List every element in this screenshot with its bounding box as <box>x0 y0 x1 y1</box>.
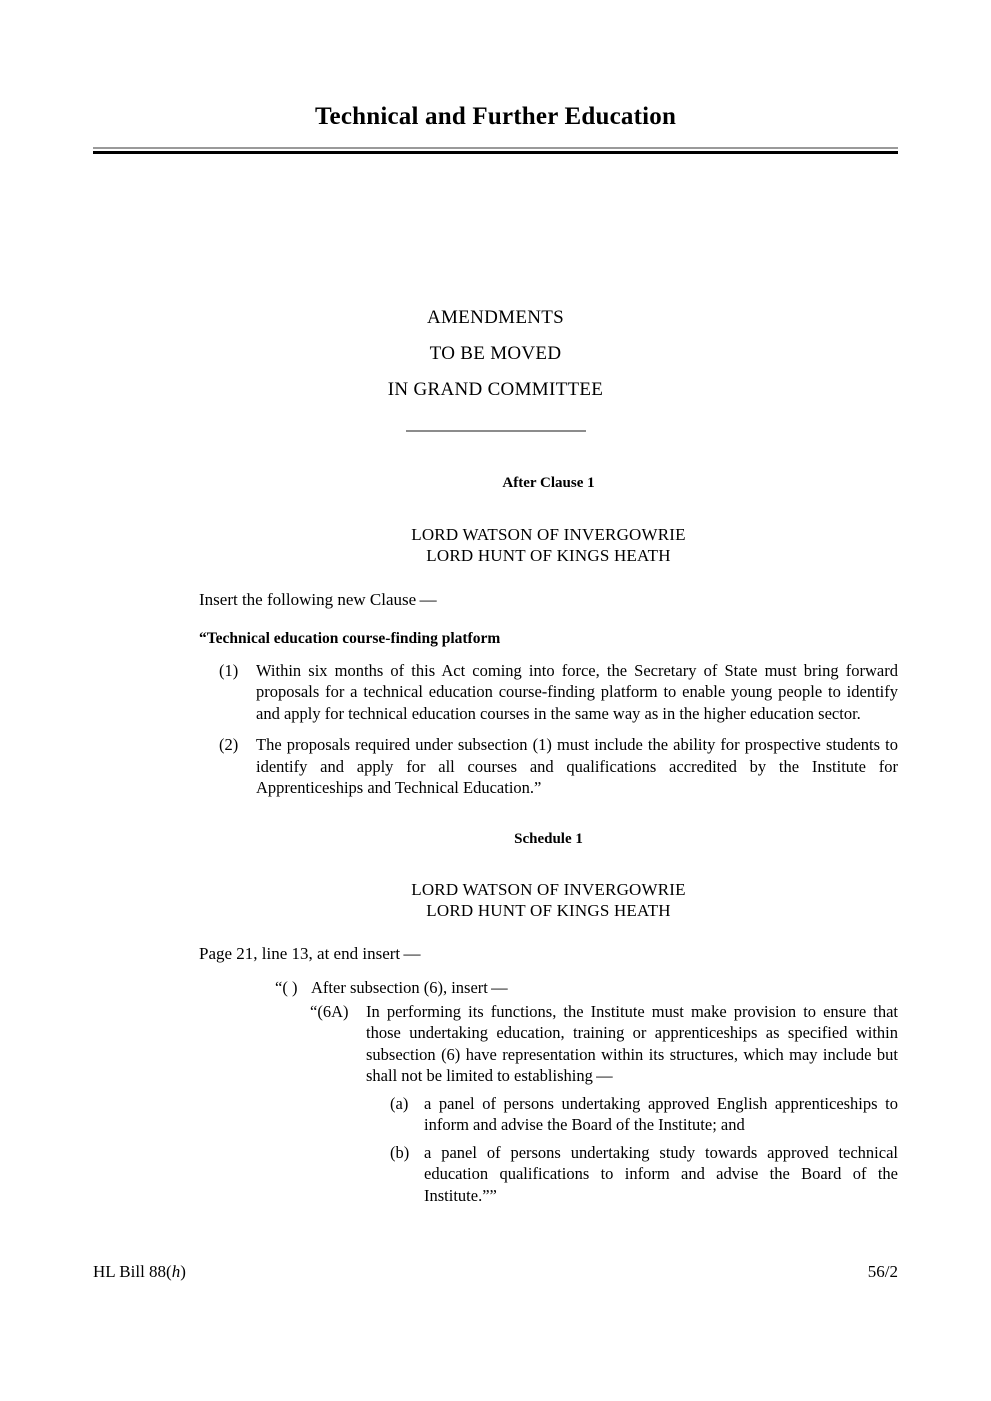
bill-reference-suffix: ) <box>180 1262 186 1281</box>
section-heading-after-clause-1: After Clause 1 <box>502 475 595 491</box>
subsection-6a-marker: “(6A) <box>310 1001 349 1021</box>
sponsors-schedule <box>199 879 898 921</box>
heading-line-in-grand-committee: IN GRAND COMMITTEE <box>387 379 604 400</box>
paragraph-text: a panel of persons undertaking study towards approved technical education qualifications to inform and advise the Board of the Institute.”” <box>424 1142 898 1205</box>
heading-line-amendments: AMENDMENTS <box>426 307 565 328</box>
heading-divider-rule <box>406 430 586 432</box>
subsection-6a-text: In performing its functions, the Institute must make provision to ensure that those undertaking education, training or apprenticeships as specified within subsection (6) have representation within its structures, which may include but shall not be limited to establishing — <box>366 1001 898 1085</box>
masthead-rule <box>93 147 898 154</box>
page-number: 56/2 <box>867 1262 898 1281</box>
page-line-reference: Page 21, line 13, at end insert — <box>199 944 421 963</box>
heading-divider <box>93 430 898 432</box>
paragraph-b <box>199 1142 898 1207</box>
new-clause-title: “Technical education course-finding platform <box>199 629 501 647</box>
subsection-text: Within six months of this Act coming into force, the Secretary of State must bring forward proposals for a technical education course-finding platform to enable young people to identify and apply for technical education courses in the same way as in the higher education sector. <box>256 660 898 723</box>
paragraph-marker: (a) <box>390 1093 409 1113</box>
paragraph-text: a panel of persons undertaking approved English apprenticeships to inform and advise the Board of the Institute; and <box>424 1093 898 1134</box>
schedule-section <box>199 830 898 1207</box>
insert-instruction: Insert the following new Clause — <box>199 589 437 609</box>
subsection-1 <box>199 660 898 725</box>
page-title: Technical and Further Education <box>314 103 677 130</box>
insert-item-marker: “( ) <box>275 978 298 997</box>
sponsor-name: LORD WATSON OF INVERGOWRIE <box>411 524 686 544</box>
sponsor-name: LORD WATSON OF INVERGOWRIE <box>411 880 686 899</box>
sponsor-name: LORD HUNT OF KINGS HEATH <box>426 545 671 565</box>
page-footer <box>93 1262 898 1282</box>
subsection-6a <box>199 1001 898 1087</box>
bill-reference-prefix: HL Bill 88( <box>93 1262 172 1281</box>
bill-reference <box>93 1262 186 1282</box>
paragraph-a <box>199 1093 898 1136</box>
subsection-marker: (1) <box>219 660 239 680</box>
insert-item <box>199 977 898 999</box>
heading-line-to-be-moved: TO BE MOVED <box>429 343 562 364</box>
masthead-rule-thick <box>93 151 898 154</box>
masthead <box>93 103 898 154</box>
section-heading-schedule-1: Schedule 1 <box>514 830 583 847</box>
amendments-heading-block <box>93 300 898 432</box>
paragraph-marker: (b) <box>390 1142 410 1162</box>
bill-reference-letter: h <box>171 1262 181 1281</box>
sponsors-after-clause <box>199 524 898 566</box>
insert-item-text: After subsection (6), insert — <box>311 978 508 997</box>
subsection-2 <box>199 734 898 799</box>
document-body <box>199 474 898 1206</box>
subsection-text: The proposals required under subsection (1) must include the ability for prospective students to identify and apply for all courses and qualifications accredited by the Institute for Apprenticeships and Technical Education.” <box>256 735 898 797</box>
subsection-marker: (2) <box>219 735 239 754</box>
sponsor-name: LORD HUNT OF KINGS HEATH <box>426 901 671 920</box>
